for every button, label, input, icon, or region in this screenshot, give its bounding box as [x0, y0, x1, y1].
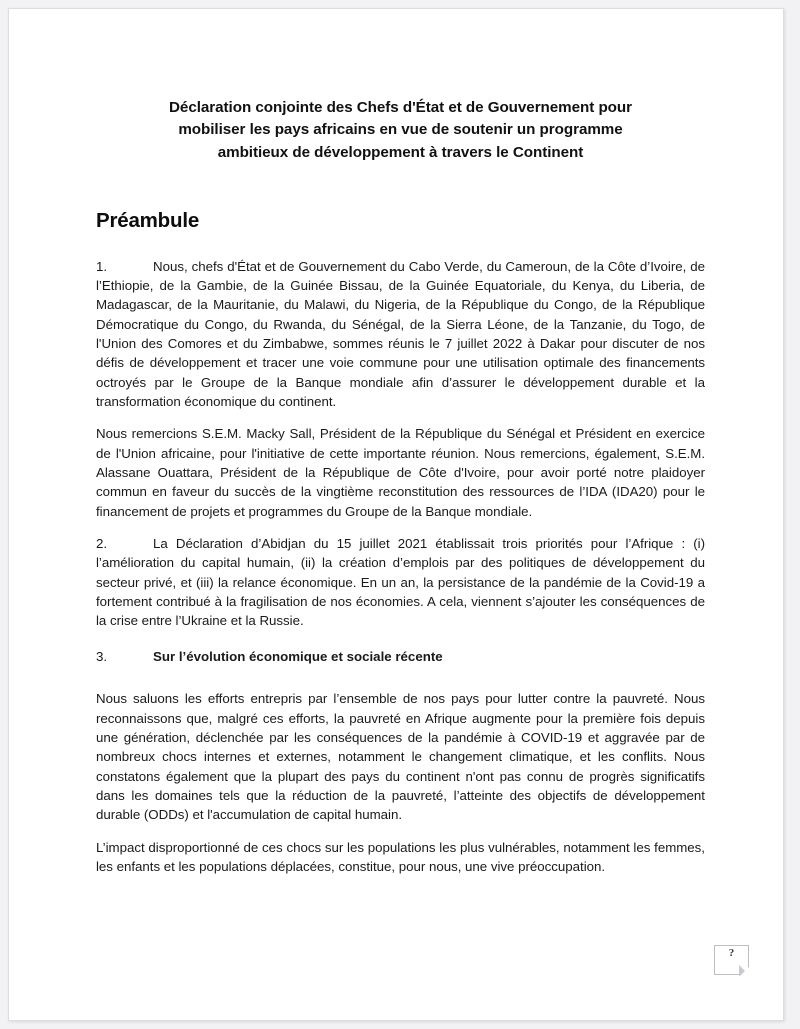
item-1-text: Nous, chefs d'État et de Gouvernement du Cabo Verde, du Cameroun, de la Côte d’Ivoire, de l’Ethiopie, de la Gambie, de la Guinée Bissau, de la Guinée Equatoriale, du Kenya, du Liberia, de Madagascar, de la Mauritanie, du Malawi, du Nigeria, de la République du Congo, de la République Démocratique du Congo, du Rwanda, du Sénégal, de la Sierra Léone, de la Tanzanie, du Togo, de l'Union des Comores et du Zimbabwe, sommes réunis le 7 juillet 2022 à Dakar pour discuter de nos défis de développement et tracer une voie commune pour une utilisation optimale des financements octroyés par le Groupe de la Banque mondiale afin d’assurer le développement durable et la transformation économique du continent. — [96, 258, 705, 410]
title-line-2: mobiliser les pays africains en vue de soutenir un programme — [178, 121, 623, 139]
paragraph-item-3-heading — [96, 631, 705, 666]
placeholder-fold-corner — [739, 965, 750, 976]
placeholder-question-mark: ? — [728, 947, 735, 959]
page-title — [96, 9, 705, 164]
item-3-number: 3. — [96, 648, 108, 664]
document-page — [8, 8, 784, 1021]
broken-image-placeholder-icon — [714, 945, 749, 975]
paragraph-item-1 — [96, 234, 705, 412]
section-heading-preambule: Préambule — [96, 209, 200, 233]
paragraph-impact: L’impact disproportionné de ces chocs sur les populations les plus vulnérables, notamment les femmes, les enfants et les populations déplacées, constitue, pour nous, une vive préoccupation. — [96, 839, 705, 874]
paragraph-item-2 — [96, 521, 705, 631]
item-1-number: 1. — [96, 258, 108, 274]
item-2-number: 2. — [96, 536, 108, 552]
page-content-area — [96, 9, 705, 1020]
item-2-text: La Déclaration d’Abidjan du 15 juillet 2021 établissait trois priorités pour l’Afrique : (i) l’amélioration du capital humain, (ii) la création d’emplois par des politiques de développement du secteur privé, et (iii) la relance économique. En un an, la persistance de la pandémie de la Covid-19 a fortement contribué à la fragilisation de nos économies. A cela, viennent s’ajouter les conséquences de la crise entre l’Ukraine et la Russie. — [96, 536, 705, 629]
paragraph-thanks: Nous remercions S.E.M. Macky Sall, Président de la République du Sénégal et Président en exercice de l'Union africaine, pour l'initiative de cette importante réunion. Nous remercions, également, S.E.M. Alassane Ouattara, Président de la République de Côte d'Ivoire, pour avoir porté notre plaidoyer commun en faveur du succès de la vingtième reconstitution des ressources de l’IDA (IDA20) pour le financement de projets et programmes du Groupe de la Banque mondiale. — [96, 426, 705, 519]
item-3-heading-text: Sur l’évolution économique et sociale récente — [153, 648, 443, 664]
title-line-3: ambitieux de développement à travers le Continent — [217, 143, 584, 161]
title-line-1: Déclaration conjointe des Chefs d'État et de Gouvernement pour — [169, 99, 632, 116]
placeholder-fold-inner — [740, 966, 750, 976]
paragraph-poverty: Nous saluons les efforts entrepris par l’ensemble de nos pays pour lutter contre la pauvreté. Nous reconnaissons que, malgré ces efforts, la pauvreté en Afrique augmente pour la première fois depuis une génération, déclenchée par les conséquences de la pandémie à COVID-19 et aggravée par de nombreux chocs internes et externes, notamment le changement climatique, et les conflits. Nous constatons également que la plupart des pays du continent n'ont pas connu de progrès significatifs dans les domaines tels que la réduction de la pauvreté, l’atteinte des objectifs de développement durable (ODDs) et l'accumulation de capital humain. — [96, 691, 705, 823]
